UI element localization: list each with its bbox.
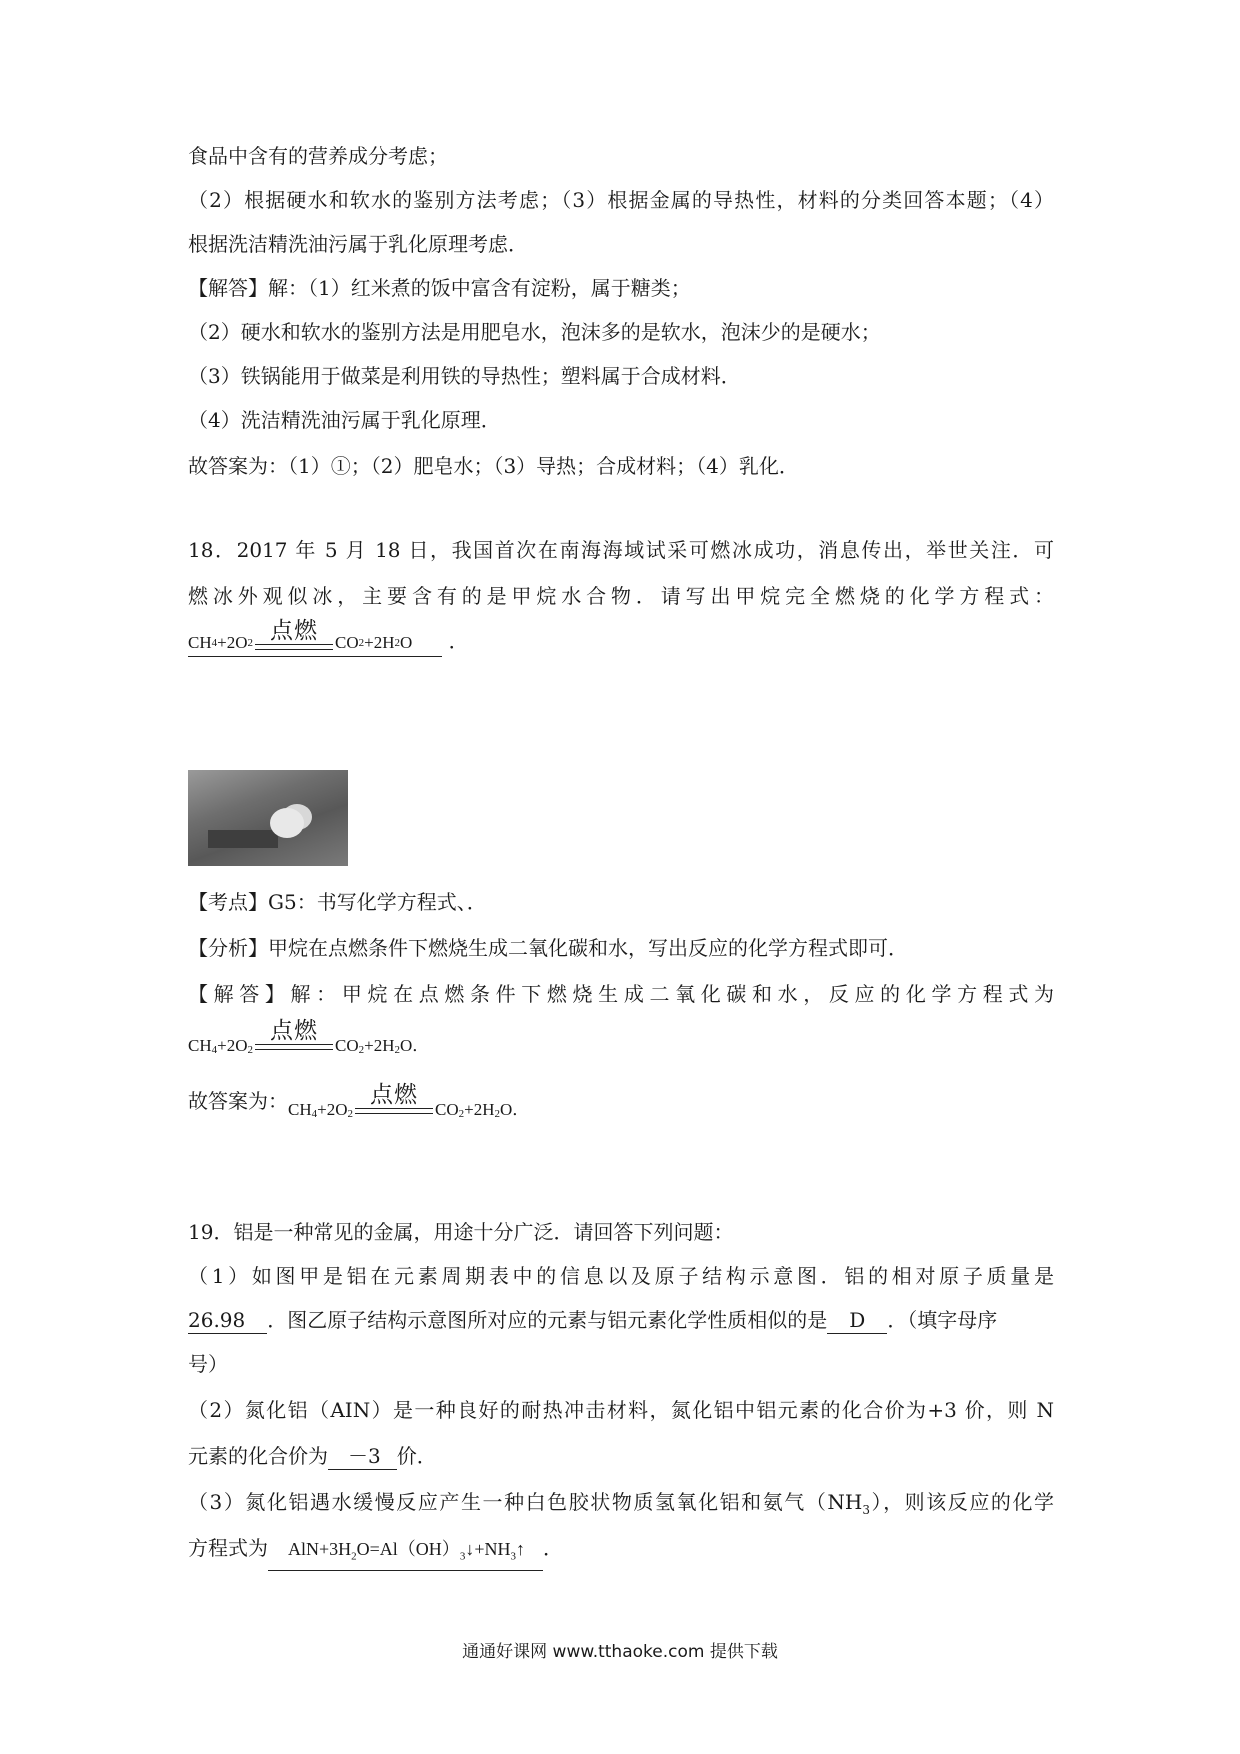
jieda-line: 【解答】解：甲烷在点燃条件下燃烧生成二氧化碳和水，反应的化学方程式为 — [188, 982, 1054, 1006]
final-answer-line: 故答案为： CH $_4$ +2O $_2$ 点燃 CO $_2$ +2H $_2$ O ． — [188, 1082, 530, 1120]
question-19-line: 26.98 ．图乙原子结构示意图所对应的元素与铝元素化学性质相似的是 D ．（填字母序 — [188, 1308, 998, 1332]
footer: 通通好课网 www.tthaoke.com 提供下载 — [462, 1642, 778, 1662]
text-line: （3）铁锅能用于做菜是利用铁的导热性；塑料属于合成材料． — [188, 364, 741, 388]
reaction-equation-blank: $AlN+3H_2O=Al(OH)_3↓+NH_3↑$ — [268, 1536, 543, 1571]
methane-equation-blank: CH 4 +2O 2 点燃 CO 2 +2H 2 O — [188, 618, 442, 657]
question-19-line: 19．铝是一种常见的金属，用途十分广泛．请回答下列问题： — [188, 1220, 734, 1244]
reaction-condition: 点燃 — [255, 618, 333, 656]
question-19-line: 元素的化合价为 －3 价． — [188, 1444, 437, 1468]
question-19-line: （2）氮化铝（AIN）是一种良好的耐热冲击材料，氮化铝中铝元素的化合价为+3 价，则 N — [188, 1398, 1054, 1422]
question-19-line: （3）氮化铝遇水缓慢反应产生一种白色胶状物质氢氧化铝和氨气$(NH_3)$，则该反应的化学 — [188, 1490, 1055, 1517]
question-18-line: 燃冰外观似冰，主要含有的是甲烷水合物．请写出甲烷完全燃烧的化学方程式： — [188, 584, 1054, 608]
text-line: 故答案为：（1）①；（2）肥皂水；（3）导热；合成材料；（4）乳化． — [188, 454, 799, 478]
question-19-line: 方程式为 $AlN+3H_2O=Al(OH)_3↓+NH_3↑$ ． — [188, 1534, 563, 1571]
valence-blank: －3 — [328, 1443, 397, 1470]
combustible-ice-photo — [188, 770, 348, 866]
text-line: （2）根据硬水和软水的鉴别方法考虑；（3）根据金属的导热性，材料的分类回答本题；（4） — [188, 188, 1054, 212]
question-19-line: （1）如图甲是铝在元素周期表中的信息以及原子结构示意图．铝的相对原子质量是 — [188, 1264, 1054, 1288]
text-line: （2）硬水和软水的鉴别方法是用肥皂水，泡沫多的是软水，泡沫少的是硬水； — [188, 320, 881, 344]
answer-equation-line: CH 4 +2O 2 点燃 CO 2 +2H 2 O ． — [188, 618, 469, 657]
question-19-line: 号） — [188, 1352, 228, 1376]
fenxi-line: 【分析】甲烷在点燃条件下燃烧生成二氧化碳和水，写出反应的化学方程式即可． — [188, 936, 908, 960]
question-18-line: 18．2017 年 5 月 18 日，我国首次在南海海域试采可燃冰成功，消息传出，举世关注．可 — [188, 538, 1054, 562]
atomic-mass-blank: 26.98 — [188, 1307, 267, 1334]
text-line: 根据洗洁精洗油污属于乳化原理考虑． — [188, 232, 528, 256]
kaodian-line: 【考点】G5：书写化学方程式、． — [188, 890, 487, 914]
solution-equation-line: CH $_4$ +2O $_2$ 点燃 CO $_2$ +2H $_2$ O ． — [188, 1018, 430, 1056]
similar-element-blank: D — [827, 1307, 887, 1334]
text-line: （4）洗洁精洗油污属于乳化原理． — [188, 408, 501, 432]
text-line: 【解答】解：（1）红米煮的饭中富含有淀粉，属于糖类； — [188, 276, 691, 300]
text-line: 食品中含有的营养成分考虑； — [188, 144, 448, 168]
